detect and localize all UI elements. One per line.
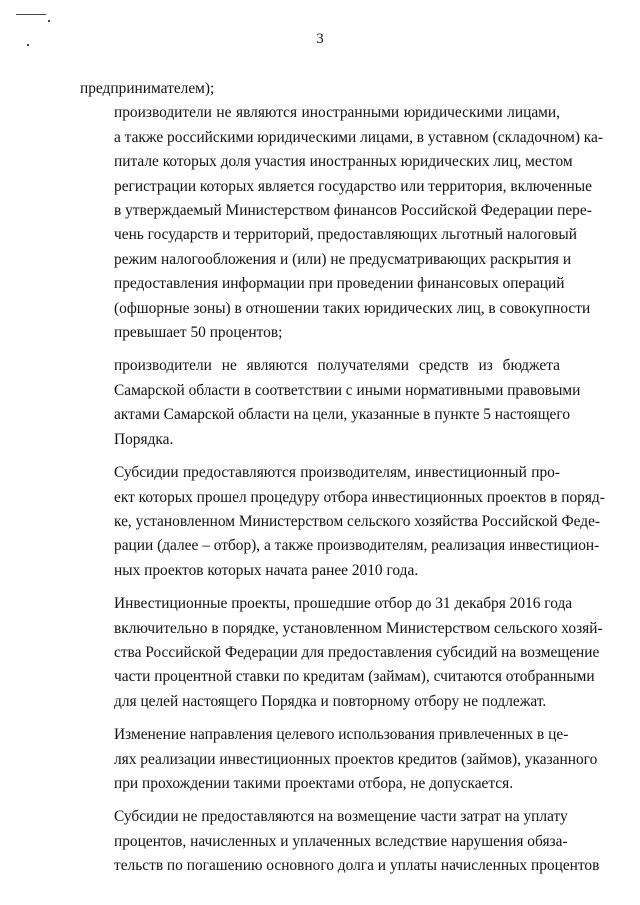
text-line: Порядка.	[114, 430, 174, 448]
text-line: включительно в порядке, установленном Министерством сельского хозяй-	[114, 619, 603, 637]
text-line: ных проектов которых начата ранее 2010 года.	[114, 561, 419, 579]
text-line: регистрации которых является государство или территория, включенные	[114, 177, 592, 195]
text-line: режим налогообложения и (или) не предусматривающих раскрытия и	[114, 250, 572, 268]
text-line: ект которых прошел процедуру отбора инвестиционных проектов в поряд-	[114, 488, 605, 506]
text-line: производители не являются иностранными юридическими лицами,	[114, 104, 560, 122]
document-body	[80, 77, 605, 879]
paragraph	[80, 723, 598, 796]
text-line: а также российскими юридическими лицами, в уставном (складочном) ка-	[114, 128, 604, 146]
text-line: в утверждаемый Министерством финансов Российской Федерации пере-	[114, 202, 592, 220]
paragraph	[80, 354, 581, 452]
text-line: (офшорные зоны) в отношении таких юридических лиц, в совокупности	[114, 299, 591, 317]
paragraph	[80, 805, 600, 878]
text-line: Субсидии не предоставляются на возмещение части затрат на уплату	[114, 808, 568, 826]
text-line: чень государств и территорий, предоставляющих льготный налоговый	[114, 226, 577, 244]
text-line: ке, установленном Министерством сельского хозяйства Российской Феде-	[114, 512, 601, 530]
text-line: предоставления информации при проведении финансовых операций	[114, 275, 565, 293]
text-line: предпринимателем);	[80, 80, 215, 97]
text-line: Инвестиционные проекты, прошедшие отбор до 31 декабря 2016 года	[114, 595, 573, 613]
text-line: при прохождении такими проектами отбора, не допускается.	[114, 774, 514, 792]
scan-artifact	[16, 14, 46, 15]
paragraph	[80, 592, 603, 714]
text-line: актами Самарской области на цели, указанные в пункте 5 настоящего	[114, 406, 571, 424]
text-line: ства Российской Федерации для предоставления субсидий на возмещение	[114, 643, 600, 661]
paragraph	[80, 101, 604, 345]
paragraph	[80, 77, 560, 101]
page-number: 3	[316, 31, 324, 47]
text-line: Самарской области в соответствии с иными нормативными правовыми	[114, 381, 581, 399]
text-line: части процентной ставки по кредитам (займам), считаются отобранными	[114, 668, 595, 686]
text-line: для целей настоящего Порядка и повторному отбору не подлежат.	[114, 692, 547, 710]
text-line: Субсидии предоставляются производителям, инвестиционный про-	[114, 464, 560, 482]
paragraph	[80, 461, 605, 583]
scan-artifact	[48, 20, 50, 22]
text-line: тельств по погашению основного долга и уплаты начисленных процентов	[114, 857, 600, 875]
text-line: рации (далее – отбор), а также производителям, реализация инвестицион-	[114, 537, 600, 555]
text-line: питале которых доля участия иностранных юридических лиц, местом	[114, 153, 573, 171]
text-line: процентов, начисленных и уплаченных вследствие нарушения обяза-	[114, 832, 568, 850]
text-line: лях реализации инвестиционных проектов кредитов (займов), указанного	[114, 750, 598, 768]
text-line: Изменение направления целевого использования привлеченных в це-	[114, 726, 569, 744]
text-line: превышает 50 процентов;	[114, 324, 283, 342]
text-line: производители не являются получателями средств из бюджета	[114, 357, 560, 375]
